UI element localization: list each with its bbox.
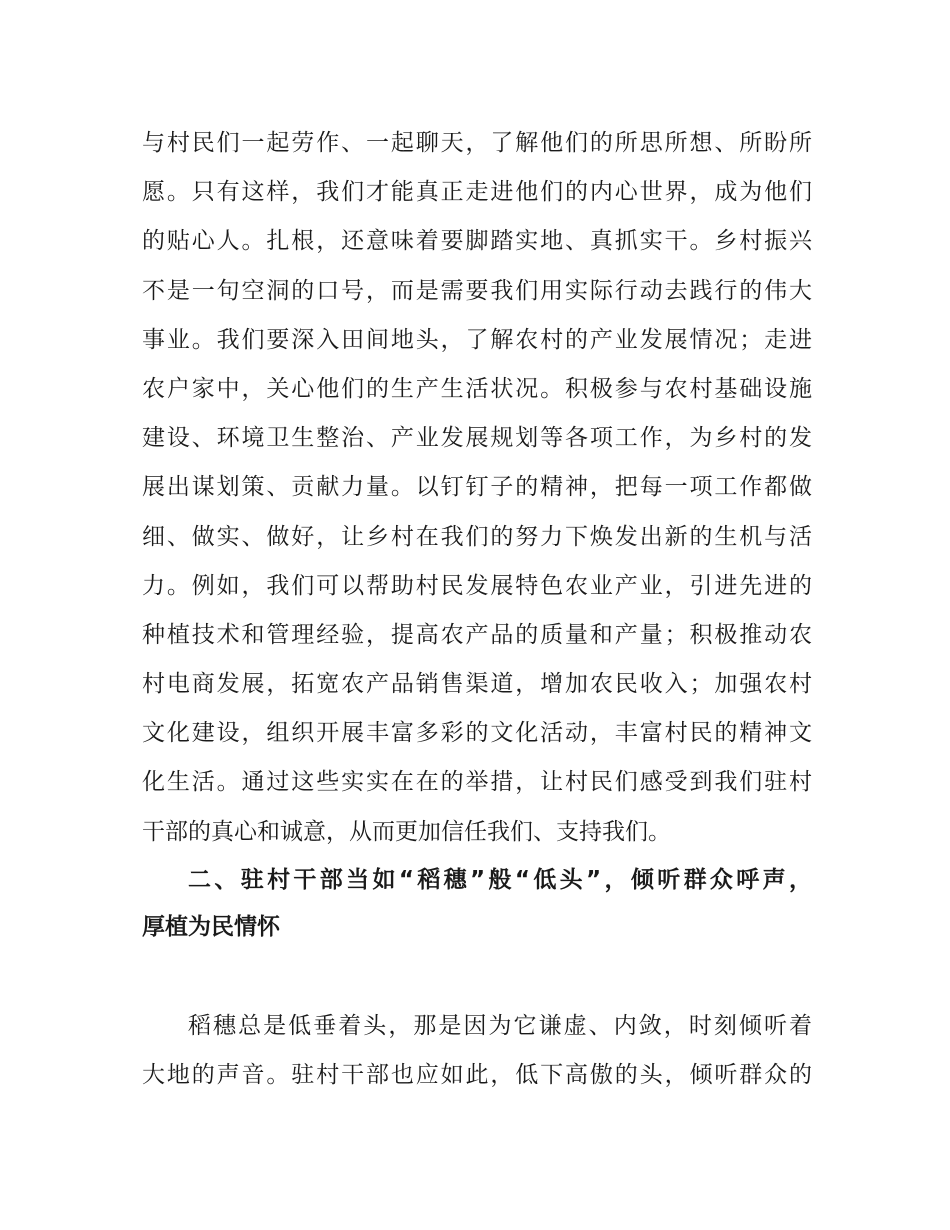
text-line: 细、做实、做好，让乡村在我们的努力下焕发出新的生机与活 (142, 523, 812, 550)
text-line: 种植技术和管理经验，提高农产品的质量和产量；积极推动农 (142, 621, 812, 648)
text-line: 的贴心人。扎根，还意味着要脚踏实地、真抓实干。乡村振兴 (142, 228, 812, 255)
text-line: 不是一句空洞的口号，而是需要我们用实际行动去践行的伟大 (142, 277, 812, 304)
text-line: 文化建设，组织开展丰富多彩的文化活动，丰富村民的精神文 (142, 720, 812, 747)
text-line: 建设、环境卫生整治、产业发展规划等各项工作，为乡村的发 (142, 425, 812, 452)
text-line: 与村民们一起劳作、一起聊天，了解他们的所思所想、所盼所 (142, 130, 812, 156)
text-line: 力。例如，我们可以帮助村民发展特色农业产业，引进先进的 (142, 572, 812, 599)
text-line: 愿。只有这样，我们才能真正走进他们的内心世界，成为他们 (142, 179, 812, 206)
heading-line: 厚植为民情怀 (142, 914, 280, 940)
heading-line: 二、驻村干部当如“稻穗”般“低头”，倾听群众呼声， (188, 867, 812, 893)
text-line: 大地的声音。驻村干部也应如此，低下高傲的头，倾听群众的 (142, 1062, 812, 1089)
body-paragraph (142, 119, 812, 857)
text-line: 农户家中，关心他们的生产生活状况。积极参与农村基础设施 (142, 375, 812, 402)
text-line: 事业。我们要深入田间地头，了解农村的产业发展情况；走进 (142, 326, 812, 353)
text-line: 干部的真心和诚意，从而更加信任我们、支持我们。 (142, 818, 671, 845)
section-heading (142, 857, 812, 951)
text-line: 化生活。通过这些实实在在的举措，让村民们感受到我们驻村 (142, 769, 812, 796)
text-line: 展出谋划策、贡献力量。以钉钉子的精神，把每一项工作都做 (142, 474, 812, 501)
body-paragraph-2 (142, 1002, 812, 1100)
text-line: 稻穗总是低垂着头，那是因为它谦虚、内敛，时刻倾听着 (188, 1013, 812, 1039)
text-line: 村电商发展，拓宽农产品销售渠道，增加农民收入；加强农村 (142, 671, 812, 698)
